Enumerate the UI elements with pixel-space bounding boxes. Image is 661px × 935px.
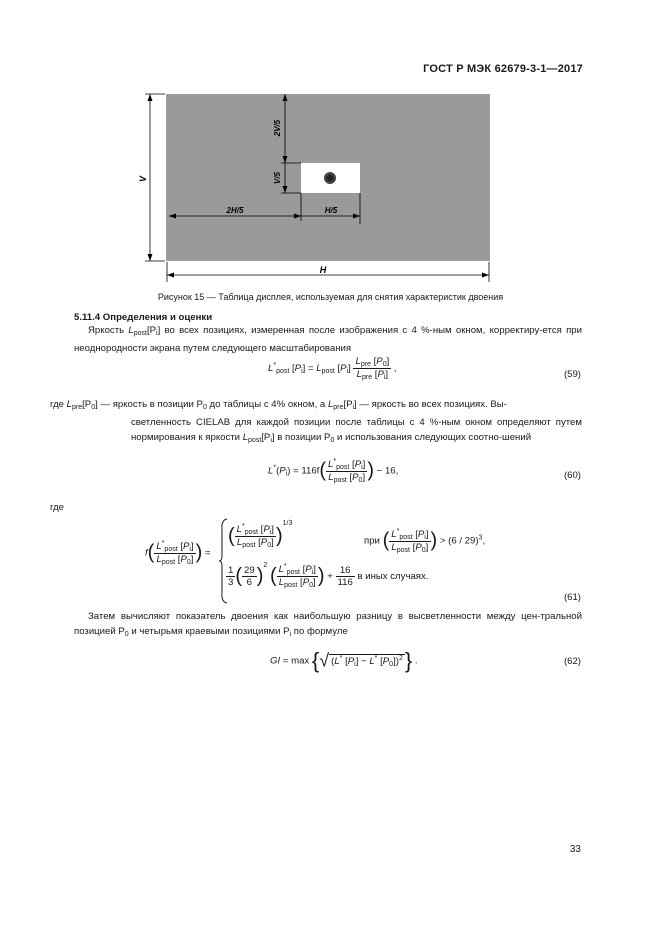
equation-60: $L^*(P_i) = 116f$( $\frac{L^*_{post} [P_i]}{L_{post} [P_0]}$ ) − 16, (268, 458, 399, 484)
page-number: 33 (569, 844, 581, 855)
equation-62-number: (62) (563, 656, 581, 667)
label-v5: V/5 (273, 171, 282, 185)
display-pattern-figure (135, 86, 505, 286)
section-title: 5.11.4 Определения и оценки (74, 312, 213, 323)
equation-59: $L^*_{post}$ $[P_i] = L_{post}$ $[P_i]$ $\frac{L_{pre} [P_0]}{L_{pre} [P_i]}$ , (268, 356, 397, 381)
label-h5: H/5 (324, 206, 338, 215)
label-v: V (138, 175, 148, 182)
where-label: где (50, 502, 65, 513)
equation-60-number: (60) (563, 470, 581, 481)
figure-caption: Рисунок 15 — Таблица дисплея, используемая для снятия характеристик двоения (157, 292, 504, 302)
equation-61-lhs: f( $\frac{L^*_{post} [P_i]}{L_{post} [P_0]}$ ) = (145, 540, 211, 566)
equation-61-case1: ( $\frac{L^*_{post} [P_i]}{L_{post} [P_0]}$ )$^{1/3}$ (228, 520, 293, 550)
equation-62: GI = max {√ (L* $[P_i] - L^*$ $[P_0])^2$} . (270, 648, 418, 673)
equation-61-cond1: при ( $\frac{L^*_{post} [P_i]}{L_{post} [P_0]}$ ) > (6 / 29)$^3$, (364, 528, 486, 554)
paragraph-ghosting-index: Затем вычисляют показатель двоения как наибольшую разницу в высветленности между цен-тральной позицией $P_0$ и четырьмя краевыми позициями $P_i$ по формуле (74, 611, 582, 638)
paragraph-definitions: где $L_{pre}[P_0]$ — яркость в позиции $P_0$ до таблицы с 4% окном, а $L_{pre}[P_i]$ — яркость во всех позициях. Вы- светленность CIELAB для каждой позиции после таблицы с 4 %-ным окном определяют путем нормирования к яркости $L_{post}[P_i]$ в позиции $P_0$ и использования следующих соотно-шений (50, 399, 582, 444)
label-2h5: 2H/5 (226, 206, 244, 215)
paragraph-brightness: Яркость $L_{post}[P_i]$ во всех позициях, измеренная после изображения с 4 %-ным окном, корректиру-ется при неоднородности экрана путем следующего масштабирования (74, 325, 582, 354)
brace (218, 518, 228, 604)
document-header: ГОСТ Р МЭК 62679-3-1—2017 (423, 63, 583, 75)
equation-59-number: (59) (563, 369, 581, 380)
label-h: H (319, 265, 327, 275)
equation-61-case2: $\frac{1}{3}$ ( $\frac{29}{6}$ )$^2$ ( $\frac{L^*_{post} [P_i]}{L_{post} [P_0]}$ ) + $\frac{16}{116}$ в иных случаях. (228, 562, 429, 590)
label-2v5: 2V/5 (273, 119, 282, 137)
equation-61-number: (61) (563, 592, 581, 603)
